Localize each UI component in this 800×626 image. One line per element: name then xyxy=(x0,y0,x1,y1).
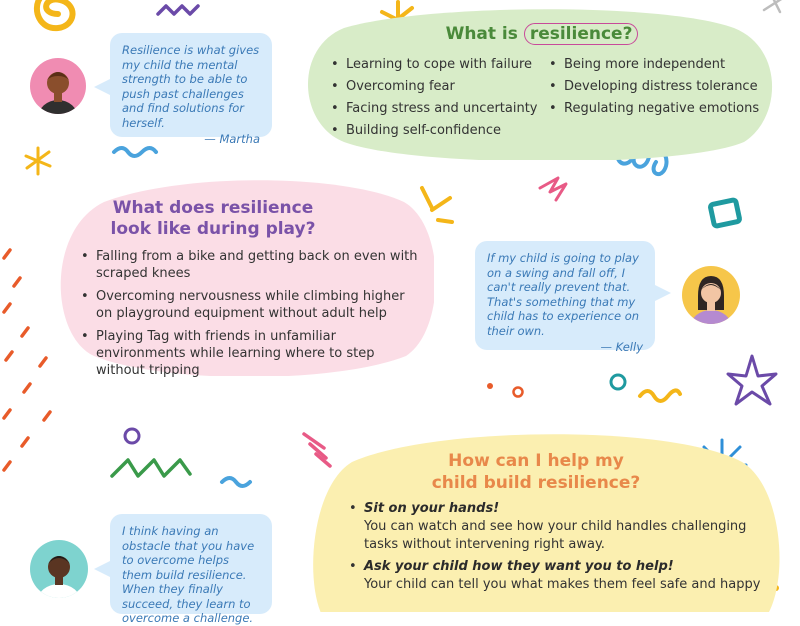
what-is-title-word: resilience? xyxy=(524,23,639,45)
quote-kelly-author: — Kelly xyxy=(600,340,643,354)
help-title-line2: child build resilience? xyxy=(431,473,641,493)
during-play-title-line2: look like during play? xyxy=(110,219,316,239)
orange-dot-icon xyxy=(487,383,493,389)
orange-dashes-icon xyxy=(4,250,50,470)
help-tips-list xyxy=(346,500,766,594)
teal-square-icon xyxy=(710,200,740,227)
what-is-list-col1 xyxy=(328,57,538,138)
orange-ring-icon xyxy=(514,388,523,397)
list-item: • Facing stress and uncertainty xyxy=(328,101,538,116)
during-play-title-line1: What does resilience xyxy=(112,198,314,218)
list-item xyxy=(346,500,766,554)
purple-ring-icon xyxy=(125,429,139,443)
quote-martha xyxy=(110,33,272,146)
tip-title: Ask your child how they want you to help! xyxy=(364,559,674,574)
green-zigzag-icon xyxy=(112,460,190,476)
avatar-kelly xyxy=(682,266,740,324)
list-item: • Overcoming fear xyxy=(328,79,538,94)
quote-kelly-text: If my child is going to play on a swing and fall off, I can't really prevent that. That's something that my child has to experience on their own. xyxy=(487,251,640,338)
list-item xyxy=(346,558,766,594)
list-item: • Playing Tag with friends in unfamiliar environments while learning where to step without tripping xyxy=(78,328,422,379)
list-item: • Developing distress tolerance xyxy=(546,79,759,94)
quote-tail xyxy=(94,560,112,578)
tip-body: You can watch and see how your child handles challenging tasks without intervening right away. xyxy=(364,519,747,552)
tip-title: Sit on your hands! xyxy=(364,501,500,516)
during-play-list xyxy=(78,248,422,379)
list-item: • Overcoming nervousness while climbing higher on playground equipment without adult help xyxy=(78,288,422,322)
what-is-list-col2 xyxy=(546,57,759,116)
quote-parent-text: I think having an obstacle that you have to overcome helps them build resilience. When they finally succeed, they learn to overcome a challenge. xyxy=(122,524,255,625)
blue-squiggle-icon xyxy=(114,148,156,156)
yellow-spiral-icon xyxy=(37,0,73,28)
during-play-section xyxy=(78,198,422,378)
quote-martha-author: — Martha xyxy=(204,132,260,146)
teal-ring-icon xyxy=(611,375,625,389)
quote-parent xyxy=(110,514,272,625)
what-is-section xyxy=(322,24,762,154)
during-play-title xyxy=(78,198,348,240)
yellow-squiggle-icon xyxy=(640,390,680,401)
help-section xyxy=(346,450,766,600)
blue-squiggle-bottom-icon xyxy=(222,478,250,486)
quote-tail xyxy=(94,78,112,96)
quote-tail xyxy=(653,284,671,302)
list-item: • Being more independent xyxy=(546,57,759,72)
tip-body: Your child can tell you what makes them feel safe and happy xyxy=(364,577,761,592)
quote-martha-text: Resilience is what gives my child the mental strength to be able to push past challenges and find solutions for herself. xyxy=(122,43,260,130)
list-item: • Learning to cope with failure xyxy=(328,57,538,72)
list-item: • Regulating negative emotions xyxy=(546,101,759,116)
pink-zigzag-icon xyxy=(540,178,566,200)
what-is-title xyxy=(322,24,762,44)
list-item: • Building self-confidence xyxy=(328,123,538,138)
purple-squiggle-icon xyxy=(158,6,198,14)
avatar-parent xyxy=(30,540,88,598)
help-title xyxy=(346,450,726,494)
purple-star-icon xyxy=(728,356,776,404)
quote-kelly xyxy=(475,241,655,354)
avatar-martha xyxy=(30,58,86,114)
list-item: • Falling from a bike and getting back on even with scraped knees xyxy=(78,248,422,282)
help-title-line1: How can I help my xyxy=(448,451,624,471)
yellow-burst-small-icon xyxy=(26,148,50,174)
what-is-title-prefix: What is xyxy=(445,24,524,44)
